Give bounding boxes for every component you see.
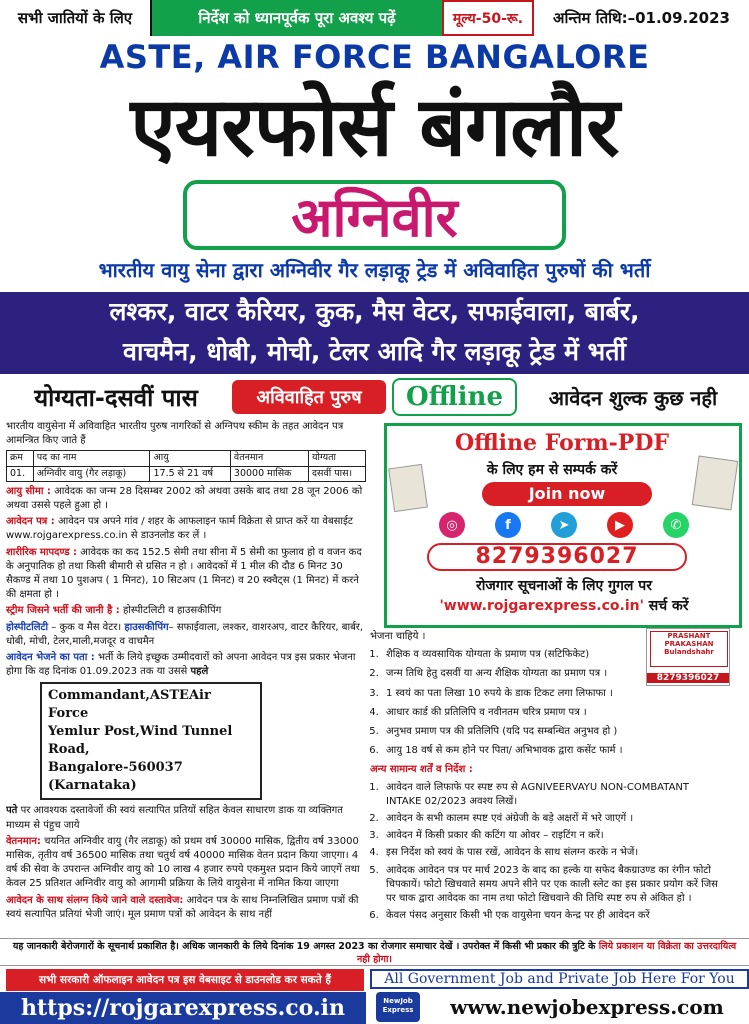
list-item: 4. इस निर्देश को स्वयं के पास रखें, आवेदन के साथ संलग्न करके न भेजें।: [382, 846, 720, 860]
newjob-logo: [376, 992, 420, 1022]
table-header: पद का नाम: [33, 451, 150, 466]
address-box: [40, 682, 262, 800]
advert-phone: 8279396027: [427, 543, 687, 571]
price-label: मूल्य-50-रू.: [442, 0, 534, 36]
contact-advert: [384, 423, 742, 628]
address-line-1: Commandant,ASTEAir Force: [48, 688, 211, 722]
form-label: आवेदन पत्र :: [6, 516, 55, 528]
table-header-row: [7, 451, 366, 466]
hospitality-section: [6, 621, 366, 649]
publisher-name-1: PRASHANT: [667, 632, 711, 640]
whatsapp-icon: ✆: [663, 512, 689, 538]
social-icons: [439, 512, 689, 540]
publisher-name-2: PRAKASHAN: [664, 640, 714, 648]
advert-url: 'www.rojgarexpress.co.in': [439, 598, 644, 614]
newjobexpress-url[interactable]: www.newjobexpress.com: [450, 995, 724, 1019]
instagram-icon: ◎: [439, 512, 465, 538]
list-item: 5. आवेदक आवेदन पत्र पर मार्च 2023 के बाद का हल्के या सफेद बैकग्राउण्ड का रंगीन फोटो चिपकायें। फोटो खिचवाते समय अपने सीने पर एक काली स्लेट का इस प्रकार प्रयोग करें जिस पर चाक द्वारा आवेदक का नाम तथा फोटो खिचवाने की तिथि स्पष्ट रुप से अंकित हो ।: [382, 864, 720, 907]
table-cell: 30000 मासिक: [230, 466, 308, 481]
list-item: 6. केवल पंसद अनुसार किसी भी एक वायुसेना चयन केन्द्र पर ही आवेदन करें: [382, 909, 720, 923]
send-section: [6, 651, 366, 679]
list-item: 3. 1 स्वयं का पता लिखा 10 रुपये के डाक टिकट लगा लिफाफा ।: [382, 687, 652, 701]
list-item: 2. जन्म तिथि हेतु दसवीं या अन्य शैक्षिक योग्यता का प्रमाण पत्र ।: [382, 667, 652, 681]
agniveer-text: अग्निवीर: [291, 186, 458, 249]
address-line-2: Yemlur Post,Wind Tunnel Road,: [48, 724, 233, 758]
other-terms-title: अन्य सामान्य शर्तें व निर्देश :: [370, 764, 473, 776]
title-hindi: एयरफोर्स बंगलौर: [130, 80, 619, 175]
right-lead: भेजना चाहिये ।: [370, 631, 426, 642]
documents-section: [6, 894, 366, 922]
trades-line-2: वाचमैन, धोबी, मोची, टेलर आदि गैर लड़ाकू ट्रेड में भर्ती: [123, 337, 626, 366]
table-header: वेतनमान: [230, 451, 308, 466]
salary-label: वेतनमान:: [6, 835, 41, 847]
address-note-bold: पते: [6, 805, 18, 817]
list-item: 1. शैक्षिक व व्यवसायिक योग्यता के प्रमाण पत्र (सटिफिकेट): [382, 648, 652, 662]
table-cell: 01.: [7, 466, 34, 481]
subtitle: भारतीय वायु सेना द्वारा अग्निवीर गैर लड़ाकू ट्रेड में अविवाहित पुरुषों की भर्ती: [98, 258, 651, 282]
age-section: [6, 485, 366, 513]
advert-title: Offline Form-PDF: [454, 430, 670, 456]
housekeeping-label: हाउसकीपिंग: [124, 621, 169, 633]
top-bar: [0, 0, 749, 36]
advert-search: सर्च करें: [648, 598, 689, 614]
list-item: 6. आयु 18 वर्ष से कम होने पर पिता/ अभिभावक द्वारा कसेंट फार्म ।: [382, 744, 652, 758]
physical-text: आवेदक का कद 152.5 सेमी तथा सीना में 5 सेमी का फुलाव हो व वजन कद के अनुपातिक हो तथा किसी बीमारी से ग्रसित न हो । आवेदकों में 1 मील की दौड 6 मिनट 30 सैकण्ड में तथा 10 पुशअप ( 1 मिनट), 10 सिटअप (1 मिनट) व 20 स्क्वैट्स (1 मिनट) में करने की क्षमता हो ।: [6, 546, 362, 601]
agniveer-badge: [183, 180, 566, 250]
post-table: [6, 450, 366, 481]
disclaimer-notice: [0, 938, 749, 966]
stream-section: [6, 604, 366, 618]
send-bold: पहले: [190, 666, 209, 678]
address-note: [6, 804, 366, 832]
send-label: आवेदन भेजने का पता :: [6, 652, 95, 664]
advert-url-line: [391, 596, 737, 615]
publisher-city: Bulandshahr: [664, 648, 714, 656]
documents-list: [382, 648, 652, 758]
offline-badge: Offline: [392, 378, 517, 416]
title-english: ASTE, AIR FORCE BANGALORE: [99, 38, 650, 76]
youtube-icon: ▶: [607, 512, 633, 538]
for-all-castes: सभी जातियों के लिए: [0, 0, 152, 36]
jobs-banner: All Government Job and Private Job Here For You: [370, 969, 749, 989]
list-item: 1. आवेदन वाले लिफाफे पर स्पष्ट रुप से AGNIVEERVAYU NON-COMBATANT INTAKE 02/2023 अवश्य लिखें।: [382, 781, 720, 809]
table-row: [7, 466, 366, 481]
read-instructions-banner: निर्देश को ध्यानपूर्वक पूरा अवश्य पढ़ें: [152, 0, 442, 36]
address-line-3: Bangalore-560037 (Karnataka): [48, 760, 183, 794]
physical-section: [6, 546, 366, 603]
table-cell: दसवीं पास।: [308, 466, 365, 481]
age-label: आयु सीमा :: [6, 485, 51, 497]
hospitality-label: होस्पीटलिटी: [6, 621, 49, 633]
last-date-label: अन्तिम तिथि:–01.09.2023: [534, 0, 749, 36]
disclaimer-part-1: यह जानकारी बेरोजगारों के सूचनार्थ प्रकाशित है। अधिक जानकारी के लिये दिनांक 19 अगस्त 2023 का रोजगार समाचार देखें । उपरोक्त में किसी भी प्रकार की त्रुटि के: [12, 941, 596, 952]
rojgarexpress-url[interactable]: https://rojgarexpress.co.in: [0, 992, 366, 1024]
facebook-icon: f: [495, 512, 521, 538]
address-note-text: पर आवश्यक दस्तावेजों की स्वयं सत्यापित प्रतियों सहित केवल साधारण डाक या व्यक्तिगत माध्यम से पंहुच जाये: [6, 805, 343, 831]
list-item: 5. अनुभव प्रमाण पत्र की प्रतिलिपि (यदि पद सम्बन्धित अनुभव हो ): [382, 725, 652, 739]
physical-label: शारीरिक मापदण्ड :: [6, 546, 78, 558]
highlights-row: [0, 377, 749, 417]
unmarried-badge: अविवाहित पुरुष: [232, 380, 386, 414]
age-text: आवेदक का जन्म 28 दिसम्बर 2002 को अथवा उसके बाद तथा 28 जून 2006 को अथवा उससे पहले हुआ हो ।: [6, 485, 363, 512]
documents-text: आवेदन पत्र के साथ निम्नलिखित प्रमाण पत्रों की स्वयं सत्यापित प्रतियां भेजी जाएं। मूल प्रमाण पत्रों को आवेदन के साथ नहीं: [6, 894, 359, 920]
form-text: आवेदन पत्र अपने गांव / शहर के आफलाइन फार्म विक्रेता से प्राप्त करें या वेबसाईट www.rojgarexpress.co.in से डाउनलोड कर लें ।: [6, 516, 353, 542]
publisher-phone: 8279396027: [647, 673, 729, 683]
table-cell: 17.5 से 21 वर्ष: [150, 466, 230, 481]
table-header: आयु: [150, 451, 230, 466]
trades-line-1: लश्कर, वाटर कैरियर, कुक, मैस वेटर, सफाईवाला, बार्बर,: [109, 297, 640, 326]
table-header: क्रम: [7, 451, 34, 466]
fee-label: आवेदन शुल्क कुछ नही: [548, 385, 718, 410]
list-item: 3. आवेदन में किसी प्रकार की कटिंग या ओवर – राइटिंग न करें।: [382, 829, 720, 843]
documents-label: आवेदन के साथ संलग्न किये जाने वाले दस्तावेज:: [6, 894, 184, 906]
send-text: भर्ती के लिये इच्छुक उम्मीदवारों को अपना आवेदन पत्र इस प्रकार भेजना होगा कि वह दिनांक 01.09.2023 तक या उससे: [6, 652, 356, 678]
list-item: 4. आधार कार्ड की प्रतिलिपि व नवीनतम चरित्र प्रमाण पत्र ।: [382, 706, 652, 720]
stream-text: होस्पीटलिटी व हाउसकीपिंग: [122, 605, 222, 617]
join-now-button: Join now: [482, 482, 652, 506]
newjob-footer: [370, 990, 749, 1024]
hospitality-text: – कुक व मैस वेटर।: [51, 621, 122, 633]
terms-list: [382, 781, 720, 924]
housekeeping-text: – सफाईवाला, लश्कर, वाशरअप, वाटर कैरियर, बार्बर, धोबी, मोची, टेलर,माली,मजदूर व वाचमैन: [6, 621, 364, 647]
salary-text: चयनित अग्निवीर वायु (गैर लडाकू) को प्रथम वर्ष 30000 मासिक, द्वितीय वर्ष 33000 मासिक, तृतीय वर्ष 36500 मासिक तथा चतुर्थ वर्ष 40000 मासिक वेतन प्रदान किया जाएगा। 4 वर्ष की सेवा के उपरान्त अग्निवीर वायु को 10 लाख 4 हजार रुपये एकमुश्त प्रदान किये जाएगें तथा केवल 25 प्रतिशत अग्निवीर वायु को आगामी प्रक्रिया के लिये वायुसेना में नामित किया जाएगा: [6, 835, 360, 890]
newjob-logo-text-1: NewJob: [383, 997, 413, 1005]
stream-label: स्ट्रीम जिसने भर्ती की जानी है :: [6, 605, 120, 617]
trades-banner: [0, 292, 749, 374]
download-banner: सभी सरकारी ऑफलाइन आवेदन पत्र इस वेबसाइट से डाउनलोड कर सकते हैं: [6, 969, 364, 991]
qualification-label: योग्यता-दसवीं पास: [34, 383, 198, 412]
advert-subtitle: के लिए हम से सम्पर्क करें: [486, 462, 618, 478]
newjob-logo-text-2: Express: [382, 1006, 414, 1014]
advert-google-line: रोजगार सूचनाओं के लिए गुगल पर: [476, 578, 652, 594]
table-cell: अग्निवीर वायु (गैर लड़ाकू): [33, 466, 150, 481]
left-column: [6, 420, 366, 930]
disclaimer-part-2: लिये प्रकाशन या विक्रेता का उत्तरदायित्व नही होगा।: [357, 941, 737, 965]
telegram-icon: ➤: [551, 512, 577, 538]
salary-section: [6, 835, 366, 892]
list-item: 2. आवेदन के सभी कालम स्पष्ट एवं अंग्रेजी के बड़े अक्षरों में भरे जाएगें ।: [382, 812, 720, 826]
form-section: [6, 515, 366, 543]
intro-text: भारतीय वायुसेना में अविवाहित भारतीय पुरुष नागरिकों से अग्निपथ स्कीम के तहत आवेदन पत्र आमन्त्रित किए जाते हैं: [6, 421, 344, 447]
right-column: [370, 630, 720, 930]
table-header: योग्यता: [308, 451, 365, 466]
